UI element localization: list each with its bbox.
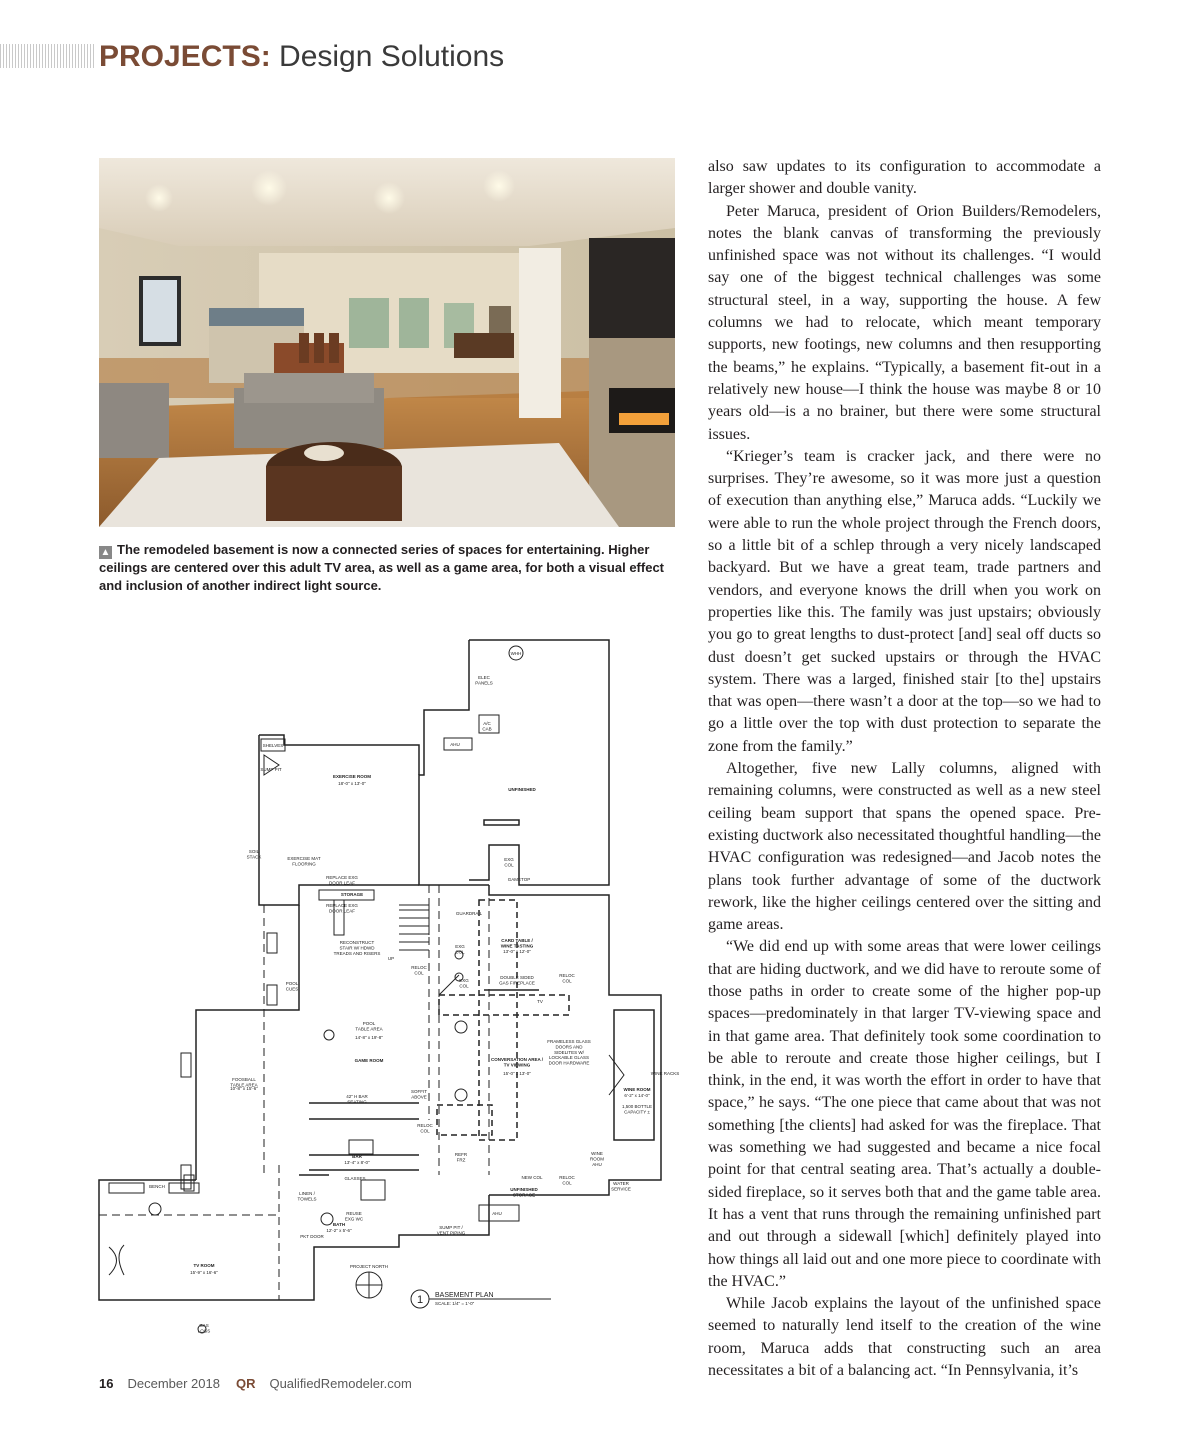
plan-bath-dim: 12'-2" x 5'-6" bbox=[326, 1228, 352, 1233]
plan-card-table: CARD TABLE / WINE TASTING bbox=[500, 938, 534, 949]
plan-bath: BATH bbox=[332, 1222, 346, 1227]
header-section: PROJECTS: bbox=[99, 40, 271, 73]
plan-double-sided-fireplace: DOUBLE SIDED GAS FIREPLACE bbox=[499, 975, 535, 986]
brand-logo: QR bbox=[235, 1376, 256, 1391]
plan-up: UP bbox=[387, 956, 395, 961]
plan-reloc-col-3: RELOC COL bbox=[417, 1123, 433, 1134]
plan-project-north: PROJECT NORTH bbox=[349, 1264, 389, 1269]
plan-new-col: NEW COL bbox=[521, 1175, 543, 1180]
plan-tv-dim: 15'-9" x 16'-6" bbox=[190, 1270, 218, 1275]
plan-bar-dim: 13'-4" x 8'-0" bbox=[344, 1160, 370, 1165]
basement-photo bbox=[99, 158, 675, 527]
floor-plan-drawing bbox=[99, 635, 680, 1355]
plan-wine-room: WINE ROOM bbox=[623, 1087, 651, 1092]
article-body bbox=[708, 156, 1101, 1382]
plan-soil-stack: SOIL STACK bbox=[246, 849, 262, 860]
plan-bottle-capacity: 1,500 BOTTLE CAPACITY ± bbox=[621, 1104, 653, 1115]
plan-pool-cues: POOL CUES bbox=[285, 981, 299, 992]
plan-gas-logs: GAS LOGS bbox=[197, 1323, 211, 1334]
issue-date: December 2018 bbox=[127, 1376, 220, 1391]
header-subsection: Design Solutions bbox=[270, 40, 505, 73]
article-paragraph: Peter Maruca, president of Orion Builders/Remodelers, notes the blank canvas of transforming the previously unfinished space was not without its challenges. “I would say one of the biggest technical challenges was some structural steel, in a way, supporting the house. A few columns we had to relocate, which meant temporary supports, new footings, new columns and then resupporting the beams,” he explains. “Typically, a basement fit-out in a relatively new house—I think the house was maybe 8 or 10 years old—is a no brainer, but there were some structural issues. bbox=[708, 202, 1101, 443]
header-stripes bbox=[0, 44, 96, 68]
plan-wine-dim: 6'-2" x 14'-0" bbox=[624, 1093, 650, 1098]
plan-bench: BENCH bbox=[149, 1184, 165, 1189]
plan-frameless-glass: FRAMELESS GLASS DOORS AND SIDELITES W/ LOCKABLE GLASS DOOR HARDWARE bbox=[547, 1039, 591, 1066]
page-number: 16 bbox=[99, 1376, 114, 1391]
plan-reloc-col-4: RELOC COL bbox=[559, 1175, 575, 1186]
plan-reuse-wc: REUSE EXG WC bbox=[344, 1211, 364, 1222]
plan-pool-dim: 14'-8" x 19'-8" bbox=[355, 1035, 383, 1040]
plan-wine-racks: WINE RACKS bbox=[650, 1071, 680, 1076]
plan-bar-seating: 42" H BAR SEATING bbox=[346, 1094, 368, 1105]
plan-guardrail: GUARDRAIL bbox=[455, 911, 483, 916]
plan-ac-cab: A/C CAB bbox=[482, 721, 492, 732]
plan-gametop: GAMETOP bbox=[507, 877, 531, 882]
plan-reloc-col-1: RELOC COL bbox=[411, 965, 427, 976]
plan-replace-door-1: REPLACE EXG DOOR LEAF bbox=[326, 875, 358, 886]
plan-storage: STORAGE bbox=[340, 892, 364, 897]
plan-tv: TV bbox=[537, 999, 543, 1004]
plan-scale: SCALE: 1/4" = 1'-0" bbox=[435, 1301, 475, 1306]
plan-pocket-door: PKT DOOR bbox=[300, 1234, 324, 1239]
article-paragraph: Altogether, five new Lally columns, aligned with remaining columns, were constructed as well as a new steel ceiling beam support that spans the opened space. Pre-existing ductwork also necessitated thoughtful handling—the HVAC configuration was redesigned—and Jacob notes the plans took further advantage of some of the ductwork rework, like the higher ceilings centered over the sitting and game areas. bbox=[708, 760, 1101, 934]
plan-conversation-area: CONVERSATION AREA / TV VIEWING bbox=[490, 1057, 544, 1068]
plan-linen-towels: LINEN / TOWELS bbox=[297, 1191, 317, 1202]
plan-exercise-room: EXERCISE ROOM bbox=[332, 774, 372, 779]
plan-title: BASEMENT PLAN bbox=[435, 1292, 494, 1299]
photo-caption bbox=[99, 541, 679, 595]
plan-soffit: SOFFIT ABOVE bbox=[411, 1089, 427, 1100]
plan-exercise-mat: EXERCISE MAT FLOORING bbox=[287, 856, 321, 867]
plan-sump-vent: SUMP PIT / VENT PIPING bbox=[436, 1225, 466, 1236]
plan-reconstruct-stair: RECONSTRUCT STAIR W/ HDWD TREADS AND RISERS bbox=[333, 940, 381, 956]
plan-conversation-dim: 15'-0" x 13'-0" bbox=[503, 1071, 531, 1076]
arrow-up-icon: ▲ bbox=[100, 547, 111, 558]
plan-shelves: SHELVES bbox=[262, 743, 284, 748]
plan-water-service: WATER SERVICE bbox=[611, 1181, 631, 1192]
plan-game-room: GAME ROOM bbox=[354, 1058, 384, 1063]
plan-ahu-2: AHU bbox=[492, 1211, 502, 1216]
article-paragraph: also saw updates to its configuration to accommodate a larger shower and double vanity. bbox=[708, 158, 1101, 198]
plan-ahu: AHU bbox=[450, 742, 460, 747]
article-paragraph: “We did end up with some areas that were lower ceilings that are hiding ductwork, and we did have to reroute some of those paths in order to create some of the higher pop-up spaces—predominately in that larger TV-viewing space and in that game area. That definitely took some coordination to be able to reroute and create those higher ceilings, but I think, in the end, it was worth the effort in order to have that space,” he says. “The one piece that came about that was not something [the clients] had asked for was the fireplace. That was something we had suggested and became a nice focal point for that central seating area. That’s actually a double-sided fireplace, so it serves both that and the game table area. It has a vent that runs through the remaining unfinished part and out through a sidewall [which] definitely played into how things all laid out and one more piece to coordinate with the HVAC.” bbox=[708, 938, 1101, 1290]
plan-refr-frz: REFR FRZ bbox=[454, 1152, 468, 1163]
plan-glasses: GLASSES bbox=[344, 1176, 366, 1181]
plan-bar: BAR bbox=[352, 1154, 362, 1159]
plan-number: 1 bbox=[416, 1294, 424, 1306]
plan-reloc-col-2: RELOC COL bbox=[559, 973, 575, 984]
plan-wine-room-ahu: WINE ROOM AHU bbox=[590, 1151, 604, 1167]
plan-sump-pit: SUMP PIT bbox=[260, 767, 282, 772]
plan-replace-door-2: REPLACE EXG DOOR LEAF bbox=[326, 903, 358, 914]
plan-exercise-dim: 18'-0" x 13'-0" bbox=[338, 781, 366, 786]
plan-elec-panels: ELEC PANELS bbox=[475, 675, 493, 686]
plan-exg-col-2: EXG COL bbox=[455, 944, 465, 955]
plan-unfinished-storage: UNFINISHED STORAGE bbox=[510, 1187, 538, 1198]
article-paragraph: “Krieger’s team is cracker jack, and there were no surprises. They’re awesome, so it was more just a question of execution than anything else,” Maruca adds. “Luckily we were able to run the whole project through the French doors, so a little bit of a schlep through a very nicely landscaped backyard. But we have a great team, trade partners and vendors, and everyone knows the drill when you work on properties like this. The family was just upstairs; obviously you go to great lengths to dust-protect [and] seal off ducts so dust doesn’t get sucked upstairs or through the HVAC system. There was a larged, finished stair [to the] upstairs that was open—there wasn’t a door at the top—so we had to go a little over the top with dust protection to separate the zone from the family.” bbox=[708, 447, 1101, 755]
basement-photo-illustration bbox=[99, 158, 675, 527]
page-header bbox=[99, 38, 504, 76]
caption-text: The remodeled basement is now a connected series of spaces for entertaining. Higher ceilings are centered over this adult TV area, as well as a game area, for both a visual effect and inclusion of another indirect light source. bbox=[99, 542, 665, 593]
plan-whh: WHH bbox=[510, 651, 522, 656]
plan-tv-room: TV ROOM bbox=[193, 1263, 215, 1268]
basement-floor-plan bbox=[99, 635, 680, 1355]
plan-exg-col-1: EXG COL bbox=[504, 857, 514, 868]
plan-foosball-dim: 10'-8" x 15'-6" bbox=[230, 1086, 258, 1091]
page-footer bbox=[99, 1375, 412, 1393]
site-url: QualifiedRemodeler.com bbox=[269, 1376, 412, 1391]
plan-foosball: FOOSBALL TABLE AREA bbox=[230, 1077, 258, 1088]
plan-exg-col-3: EXG COL bbox=[459, 978, 469, 989]
article-paragraph: While Jacob explains the layout of the unfinished space seemed to naturally lend itself to the creation of the wine room, Maruca adds that constructing such an area necessitates a bit of a balancing act. “In Pennsylvania, it’s bbox=[708, 1295, 1101, 1380]
plan-pool-table: POOL TABLE AREA bbox=[355, 1021, 383, 1032]
plan-unfinished: UNFINISHED bbox=[508, 787, 536, 792]
plan-card-dim: 13'-0" x 12'-0" bbox=[503, 949, 531, 954]
